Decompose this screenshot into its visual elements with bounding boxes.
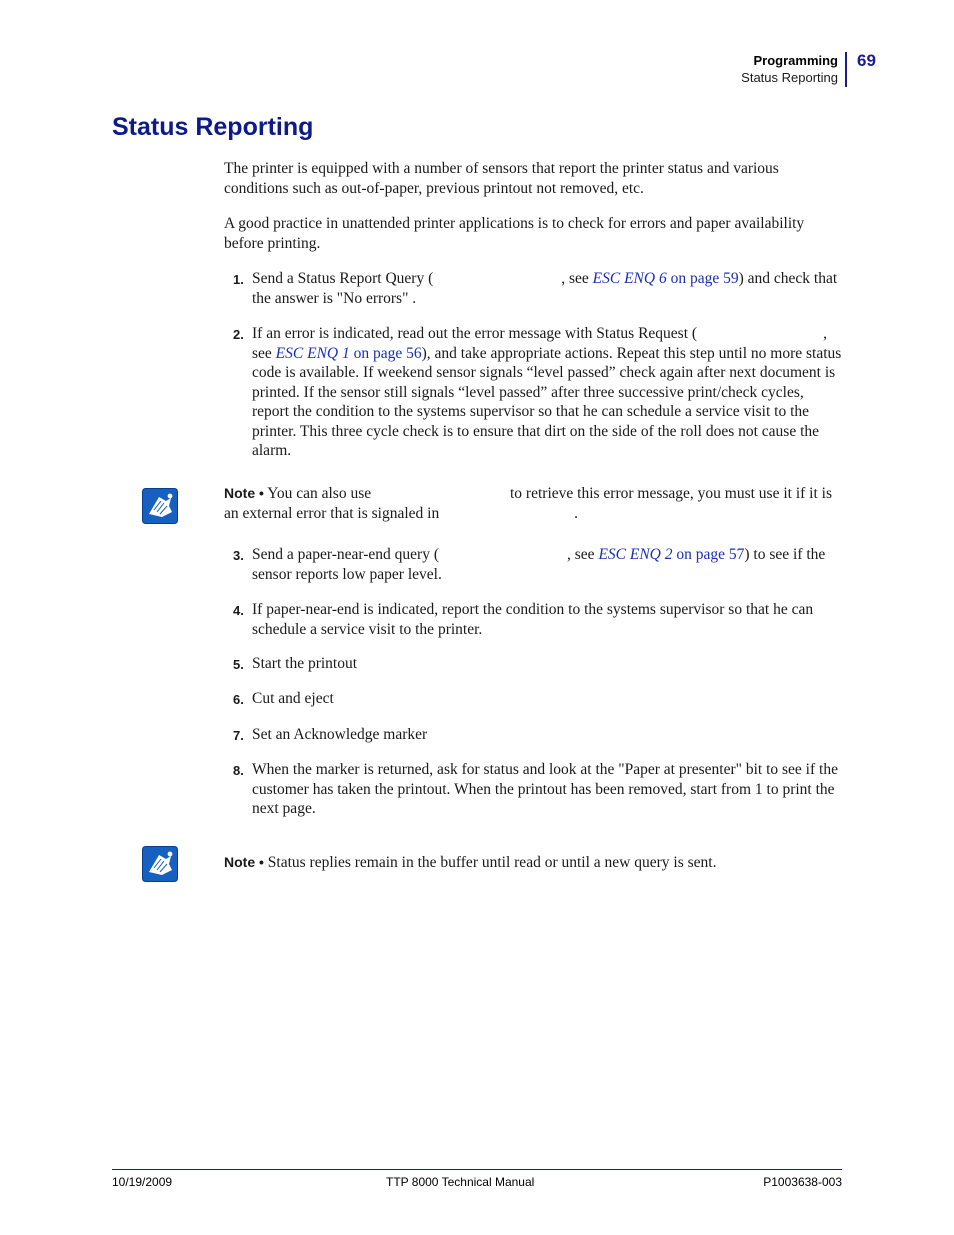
footer-manual-title: TTP 8000 Technical Manual xyxy=(386,1175,535,1189)
step-text: Set an Acknowledge marker xyxy=(252,726,428,743)
step-text: ), and take appropriate actions. Repeat this step until no more status code is available. If weekend sensor signals “level passed” check again after next document is printed. If the sensor still signals “level passed” after three successive print/check cycles, report the condition to the systems supervisor so that he can schedule a service visit to the printer. This three cycle check is to ensure that dirt on the side of the roll does not cause the alarm. xyxy=(252,344,842,459)
note-text: . xyxy=(574,504,578,522)
step-text: ) and check that the answer is "No errors" . xyxy=(252,270,838,307)
step-number: 5. xyxy=(233,657,244,672)
footer-divider xyxy=(112,1169,842,1170)
step-text: If paper-near-end is indicated, report the condition to the systems supervisor so that he can schedule a service visit to the printer. xyxy=(252,601,814,638)
header-chapter: Programming xyxy=(753,53,838,68)
note-text: to retrieve this error message, you must use it if it is an external error that is signaled in xyxy=(224,485,832,522)
step-7 xyxy=(224,725,844,745)
step-number: 6. xyxy=(233,692,244,707)
header-section: Status Reporting xyxy=(741,70,838,85)
step-2 xyxy=(224,324,844,461)
link-esc-enq-6[interactable]: ESC ENQ 6 on page 59 xyxy=(592,270,739,287)
step-text: Send a paper-near-end query ( xyxy=(252,546,440,563)
note-label: Note • xyxy=(224,485,264,501)
step-number: 3. xyxy=(233,548,244,563)
note-text: You can also use xyxy=(263,485,375,502)
step-5 xyxy=(224,654,844,674)
step-8 xyxy=(224,760,844,819)
step-number: 7. xyxy=(233,728,244,743)
step-text: Send a Status Report Query ( xyxy=(252,270,434,287)
step-number: 4. xyxy=(233,603,244,618)
step-number: 1. xyxy=(233,272,244,287)
step-text: , see xyxy=(252,325,827,362)
step-4 xyxy=(224,600,844,639)
page-title: Status Reporting xyxy=(112,113,314,141)
page-number: 69 xyxy=(857,51,876,70)
footer-doc-number: P1003638-003 xyxy=(763,1175,842,1189)
step-text: If an error is indicated, read out the error message with Status Request ( xyxy=(252,325,698,342)
step-1 xyxy=(224,269,844,308)
intro-paragraph-2: A good practice in unattended printer applications is to check for errors and paper availability before printing. xyxy=(224,215,805,252)
note-text: Status replies remain in the buffer until read or until a new query is sent. xyxy=(263,854,717,871)
step-text: Cut and eject xyxy=(252,690,334,707)
note-hand-icon xyxy=(142,488,178,524)
step-text: Start the printout xyxy=(252,655,358,672)
step-text: , see xyxy=(561,270,593,287)
step-number: 2. xyxy=(233,327,244,342)
step-3 xyxy=(224,545,844,584)
link-esc-enq-2[interactable]: ESC ENQ 2 on page 57 xyxy=(598,546,745,563)
note-2 xyxy=(224,853,844,873)
step-text: When the marker is returned, ask for status and look at the "Paper at presenter" bit to see if the customer has taken the printout. When the printout has been removed, start from 1 to print the next page. xyxy=(252,761,838,817)
step-text: ) to see if the sensor reports low paper level. xyxy=(252,546,826,583)
step-6 xyxy=(224,689,844,709)
note-1 xyxy=(224,484,844,523)
note-hand-icon xyxy=(142,846,178,882)
note-label: Note • xyxy=(224,854,264,870)
link-esc-enq-1[interactable]: ESC ENQ 1 on page 56 xyxy=(275,344,422,362)
header-divider xyxy=(845,52,847,87)
running-header xyxy=(741,52,838,86)
step-number: 8. xyxy=(233,763,244,778)
step-text: , see xyxy=(567,546,599,563)
intro-paragraph-1: The printer is equipped with a number of sensors that report the printer status and various conditions such as out-of-paper, previous printout not removed, etc. xyxy=(224,160,779,197)
footer-date: 10/19/2009 xyxy=(112,1175,173,1189)
